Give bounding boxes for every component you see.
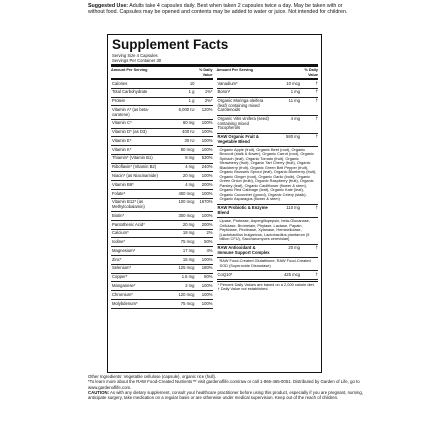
raw-note: *To learn more about the RAW Food-Created Nutrients™ visit gardenoflife.com/raw or call 1-866-465-0051. Distributed by Garden of Life, go to www.gardenoflife.com. (88, 379, 360, 390)
footnote-not-established: † Daily Value not established. (217, 286, 269, 292)
nutrient-name: Niacin* (as Niacinamide) (112, 173, 158, 178)
left-nutrient-row (111, 274, 213, 283)
nutrient-amount: 75 mcg (180, 300, 195, 306)
nutrient-name: RAW Organic Fruit & Vegetable Blend (217, 134, 259, 144)
nutrient-amount: 1.5 mg (181, 274, 195, 280)
left-nutrient-row (111, 155, 213, 164)
nutrient-amount: 425 mcg (283, 271, 300, 277)
nutrient-amount: 15 mg (182, 256, 195, 262)
nutrient-amount: 110 mg (286, 205, 300, 211)
nutrient-name: CoQ10* (217, 271, 233, 277)
servings-per-container: Servings Per Container 30 (112, 58, 162, 64)
nutrient-amount: 17 mg (182, 247, 195, 253)
right-header (217, 67, 319, 80)
left-nutrient-row (111, 172, 213, 181)
nutrient-daily-value: 180% (201, 265, 213, 271)
right-header-amount: Amount Per Serving (216, 68, 253, 73)
nutrient-daily-value: † (315, 134, 318, 140)
nutrient-name: Vitamin K* (112, 146, 132, 152)
left-nutrient-row (111, 146, 213, 155)
nutrient-name: Magnesium* (112, 247, 136, 253)
nutrient-name: Folate* (112, 190, 126, 196)
nutrient-amount: 18 mg (182, 230, 195, 236)
caution (88, 390, 363, 401)
nutrient-name: Vitamin A* (as beta-carotene) (112, 106, 149, 117)
nutrient-amount: 30 IU (184, 137, 195, 143)
footnote-daily-value: * Percent Daily Values are based on a 2,000 calorie diet. (217, 281, 315, 287)
right-nutrient-row (217, 205, 319, 218)
nutrient-name: Protein (112, 98, 126, 104)
nutrient-amount: 8 mg (185, 155, 195, 161)
nutrient-amount: 75 mcg (180, 239, 195, 245)
nutrient-amount: 580 mg (286, 134, 300, 140)
caution-label: CAUTION: (88, 389, 110, 395)
nutrient-name: RAW Antioxidant & Immune Support Complex (217, 245, 270, 255)
nutrient-amount: 400 IU (182, 129, 195, 135)
left-nutrient-row (111, 265, 213, 274)
nutrient-daily-value: 100% (201, 120, 213, 126)
nutrient-amount: 1 mg (290, 89, 300, 95)
nutrient-amount: 120 mcg (178, 291, 195, 297)
left-nutrient-row (111, 256, 213, 265)
nutrient-amount: 4 mg (290, 116, 300, 122)
left-nutrient-row (111, 89, 213, 98)
nutrient-name: Vitamin E* (112, 137, 132, 143)
nutrient-amount: 10 (189, 80, 195, 86)
footnotes (217, 281, 319, 292)
nutrient-daily-value: 2% (206, 230, 213, 236)
left-header (111, 67, 213, 80)
label-bottom-text (88, 374, 363, 400)
left-nutrient-row (111, 106, 213, 119)
nutrient-amount: 11 mg (288, 98, 300, 104)
nutrient-amount: 1 g (188, 98, 195, 104)
left-nutrient-row (111, 212, 213, 221)
nutrient-name: Vitamin B6* (112, 181, 134, 187)
left-nutrient-row (111, 238, 213, 247)
nutrient-daily-value: † (315, 116, 318, 122)
other-ingredients: Other Ingredients: Vegetable cellulose (capsule), organic rice (hull). (88, 374, 217, 379)
nutrient-name: Biotin* (112, 212, 125, 218)
nutrient-amount: 20 mg (182, 173, 195, 178)
nutrient-amount: 4 mg (185, 181, 195, 187)
nutrient-name: Manganese* (112, 282, 136, 288)
nutrient-name: Zinc* (112, 256, 122, 262)
nutrient-name: Pantothenic Acid* (112, 221, 145, 227)
nutrient-amount: 100 mcg (178, 199, 195, 205)
left-header-amount: Amount Per Serving (111, 68, 148, 73)
left-nutrient-row (111, 80, 213, 89)
nutrient-name: Calories (112, 80, 128, 86)
nutrient-name: RAW Probiotic & Enzyme Blend (217, 205, 268, 216)
nutrient-daily-value: 200% (201, 181, 213, 187)
nutrient-name: Riboflavin* (Vitamin B2) (112, 164, 157, 170)
nutrient-daily-value: 100% (201, 137, 213, 143)
left-nutrient-row (111, 247, 213, 256)
nutrient-daily-value: † (315, 271, 318, 277)
left-nutrient-row (111, 129, 213, 138)
left-nutrient-row (111, 190, 213, 199)
nutrient-daily-value: 100% (201, 291, 213, 297)
left-nutrient-row (111, 137, 213, 146)
nutrient-name: Thiamin* (Vitamin B1) (112, 155, 153, 161)
nutrient-name: Organic Moringa oleifera (leaf) containing mixed Carotenoids (217, 98, 264, 113)
blend-ingredients: Lipase, Protease, Aspergillopepsin, beta-Glucanase, Cellulase, Bromelain, Phytase, Lactase, Papain, Peptidase, Pectinase, Xylanase, Hemicellulase, [Lactobacillus bulgaricus, Lactobacillus plantarum (5 billion CFU), Saccharomyces cerevisiae] (217, 218, 319, 245)
panel-title: Supplement Facts (112, 37, 229, 52)
nutrient-daily-value: 100% (201, 256, 213, 262)
left-header-amount-col (167, 68, 195, 77)
nutrient-name: Molybdenum* (112, 300, 138, 306)
nutrient-name: Vitamin B12* (as Methylcobalamin) (112, 199, 145, 209)
serving-size: Serving Size 4 Capsules (112, 53, 158, 58)
nutrient-daily-value: 120% (201, 106, 213, 112)
nutrient-name: Vitamin D* (as D3) (112, 129, 147, 135)
nutrient-name: Total Carbohydrate (112, 89, 148, 95)
left-nutrient-row (111, 199, 213, 212)
suggested-use (88, 3, 360, 16)
left-nutrient-row (111, 164, 213, 173)
right-nutrient-row (217, 245, 319, 258)
nutrient-amount: 60 mg (182, 120, 195, 126)
suggested-use-label: Suggested Use: (88, 3, 129, 9)
right-header-dv: % Daily Value (304, 68, 318, 77)
nutrient-daily-value: 100% (201, 190, 213, 196)
left-nutrient-row (111, 221, 213, 230)
nutrient-daily-value: 100% (201, 212, 213, 218)
nutrient-daily-value: 530% (201, 155, 213, 161)
nutrient-daily-value: 50% (204, 239, 213, 245)
right-nutrient-row (217, 116, 319, 134)
right-column (217, 67, 319, 367)
nutrient-daily-value: † (315, 80, 318, 86)
right-header-amount-col (272, 68, 300, 77)
nutrient-name: Iodine* (112, 239, 126, 245)
nutrient-daily-value: 1%* (204, 89, 213, 95)
nutrient-daily-value: 1670% (199, 199, 213, 205)
nutrient-daily-value: † (315, 245, 318, 251)
caution-text: As with any dietary supplement, consult your healthcare practitioner before using this product, especially if you are pregnant, nursing, anticipate surgery, take medication on a regular basis or are otherwise under medical supervision. Keep out of the reach of children. (88, 389, 363, 401)
right-nutrient-row (217, 271, 319, 280)
nutrient-daily-value: 100% (201, 300, 213, 306)
nutrient-amount: 300 mcg (178, 212, 195, 218)
nutrient-daily-value: 4% (206, 247, 213, 253)
nutrient-name: Vanadium* (217, 80, 238, 86)
left-nutrient-row (111, 282, 213, 291)
nutrient-daily-value: 100% (201, 129, 213, 135)
left-column (111, 67, 213, 367)
right-nutrient-row (217, 98, 319, 116)
nutrient-daily-value: † (315, 98, 318, 104)
nutrient-daily-value: 100% (201, 282, 213, 288)
nutrient-name: Copper* (112, 274, 128, 280)
nutrient-amount: 80 mcg (180, 146, 195, 152)
left-nutrient-row (111, 120, 213, 129)
nutrient-amount: 4 mg (185, 164, 195, 170)
nutrient-daily-value: 200% (201, 221, 213, 227)
nutrient-amount: 6,000 IU (178, 106, 195, 112)
nutrient-amount: 125 mcg (178, 265, 195, 271)
nutrient-amount: 20 mg (182, 221, 195, 227)
nutrient-daily-value: 2%* (204, 98, 213, 104)
nutrient-daily-value: † (315, 89, 318, 95)
right-nutrient-row (217, 89, 319, 98)
nutrient-amount: 2 mg (185, 282, 195, 288)
left-nutrient-row (111, 181, 213, 190)
nutrient-name: Boron* (217, 89, 231, 95)
left-nutrient-row (111, 98, 213, 107)
nutrient-amount: 10 mcg (286, 80, 300, 86)
supplement-facts-panel (107, 34, 322, 373)
blend-ingredients: Organic Apple (fruit), Organic Beet (root), Organic Broccoli (stalk & flower), Organic Carrot (root), Organic Spinach (leaf), Organic Tomato (fruit), Organic Strawberry (fruit), Organic Tart Cherry (fruit), Organic Blackberry (fruit), Organic Green Bell Pepper (fruit), Organic Brussels Sprout (leaf), Organic Blueberry (fruit), Organic Ginger (root), Organic Garlic (bulb), Organic Green Onion (bulb), Organic Raspberry (fruit), Organic Parsley (leaf), Organic Cauliflower (flower & stem), Organic Red Cabbage (leaf), Organic Kale (leaf), Organic Cucumber (gourd), Organic Celery (stalk), Organic Asparagus (flower & stem) (217, 147, 319, 205)
nutrient-daily-value: † (315, 205, 318, 211)
suggested-use-text: Adults take 4 capsules daily. Best when taken 2 capsules twice a day. May be taken with or without food. Capsules may be opened and contents may be added to water or juice. Not intended for children. (88, 3, 348, 16)
right-nutrient-row (217, 80, 319, 89)
left-header-dv: % Daily Value (198, 68, 213, 77)
nutrient-name: Chromium* (112, 291, 133, 297)
nutrient-daily-value: 80% (204, 274, 213, 280)
left-nutrient-row (111, 230, 213, 239)
nutrient-daily-value: 100% (201, 173, 213, 178)
nutrient-daily-value: 100% (201, 146, 213, 152)
nutrient-name: Vitamin C* (112, 120, 132, 126)
nutrient-name: Organic Vitis vinifera (seed) containing mixed Tocopherols (217, 116, 269, 131)
nutrient-amount: 20 mg (288, 245, 300, 251)
left-nutrient-row (111, 291, 213, 300)
nutrient-amount: 400 mcg (178, 190, 195, 196)
nutrient-name: Selenium* (112, 265, 132, 271)
left-nutrient-row (111, 300, 213, 309)
right-nutrient-row (217, 134, 319, 147)
nutrient-daily-value: 240% (201, 164, 213, 170)
nutrient-amount: 1 g (188, 89, 195, 95)
nutrient-name: Calcium* (112, 230, 129, 236)
blend-ingredients: RAW Food-Created Glutathione, RAW Food-Created SOD (Superoxide Dismutase) (217, 258, 319, 271)
